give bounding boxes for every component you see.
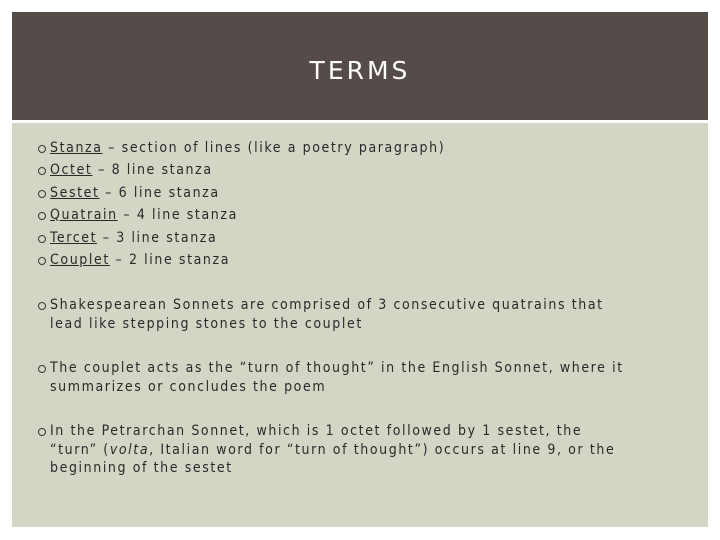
title-bar: [12, 12, 708, 120]
term-definition: – 2 line stanza: [109, 252, 231, 268]
bullet-marker-icon: [38, 145, 46, 153]
term-definition: – 6 line stanza: [99, 185, 220, 201]
note-line: The couplet acts as the “turn of thought” in the English Sonnet, where it: [50, 360, 624, 376]
term-label: Octet: [50, 162, 93, 178]
bullet-marker-icon: [38, 190, 46, 198]
term-definition: – 8 line stanza: [92, 162, 213, 178]
note-line-volta: [50, 441, 700, 460]
term-definition: – 4 line stanza: [117, 207, 238, 223]
term-label: Couplet: [50, 252, 110, 268]
note-text: , Italian word for “turn of thought”) occurs at line 9, or the: [149, 441, 616, 458]
term-item-quatrain: [50, 206, 700, 225]
term-label: Tercet: [50, 230, 98, 246]
term-label: Sestet: [50, 185, 100, 201]
volta-term: volta: [109, 441, 150, 458]
note-line: beginning of the sestet: [50, 460, 233, 476]
term-label: Quatrain: [50, 207, 118, 223]
bullet-marker-icon: [38, 235, 46, 243]
bullet-marker-icon: [38, 212, 46, 220]
bullet-marker-icon: [38, 302, 46, 310]
slide-title: TERMS: [309, 56, 411, 85]
note-petrarchan-sonnet: [50, 422, 700, 478]
term-item-sestet: [50, 184, 700, 203]
term-item-tercet: [50, 229, 700, 248]
bullet-marker-icon: [38, 365, 46, 373]
note-line: Shakespearean Sonnets are comprised of 3 consecutive quatrains that: [50, 297, 604, 313]
bullet-marker-icon: [38, 428, 46, 436]
note-couplet-turn: [50, 359, 700, 396]
bullet-marker-icon: [38, 167, 46, 175]
term-definition: – section of lines (like a poetry paragraph): [102, 140, 446, 156]
note-shakespearean-sonnets: [50, 296, 700, 333]
bullet-marker-icon: [38, 257, 46, 265]
note-text: “turn” (: [50, 441, 110, 458]
term-item-couplet: [50, 251, 700, 270]
term-definition: – 3 line stanza: [97, 230, 218, 246]
term-item-stanza: [50, 139, 700, 158]
note-line: summarizes or concludes the poem: [50, 378, 327, 395]
note-line: In the Petrarchan Sonnet, which is 1 octet followed by 1 sestet, the: [50, 423, 583, 439]
term-label: Stanza: [50, 140, 103, 156]
note-line: lead like stepping stones to the couplet: [50, 315, 363, 332]
term-item-octet: [50, 161, 700, 180]
